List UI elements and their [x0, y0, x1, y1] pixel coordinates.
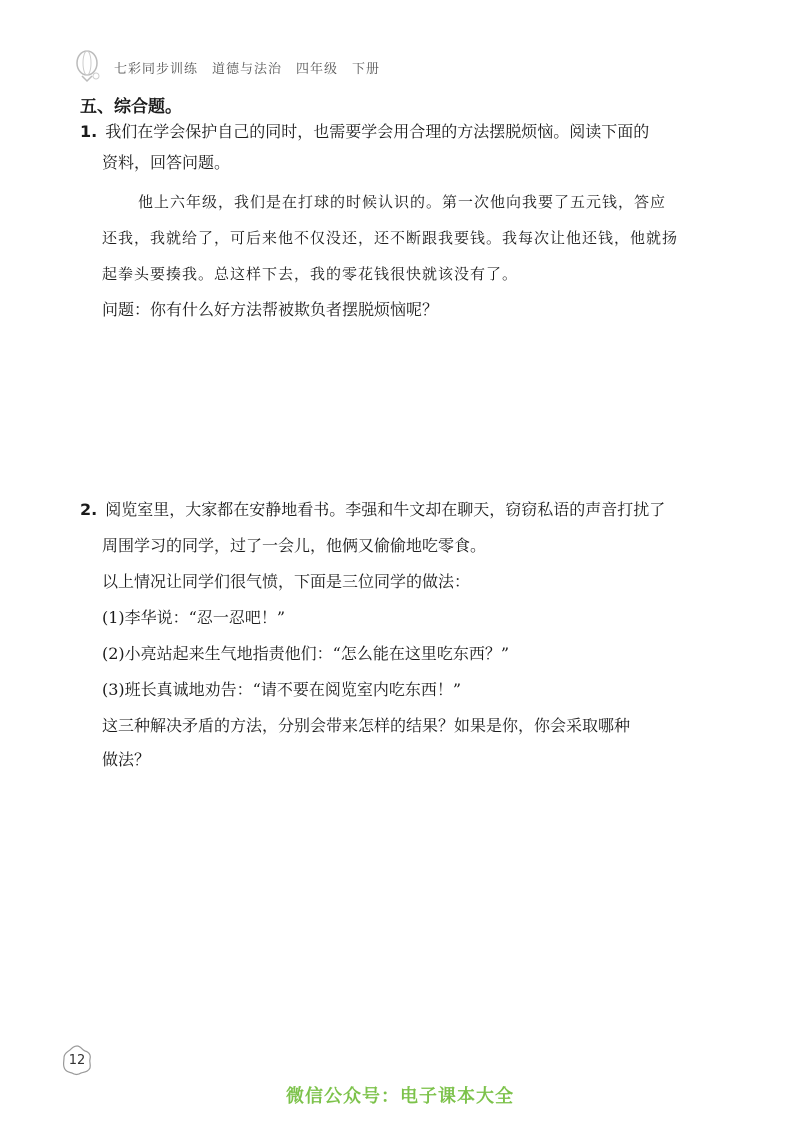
page-header — [70, 50, 380, 84]
book-title: 七彩同步训练 道德与法治 四年级 下册 — [114, 61, 381, 77]
question1-material-line1: 他上六年级，我们是在打球的时候认识的。第一次他向我要了五元钱，答应 — [138, 193, 667, 211]
section-title: 五、综合题。 — [80, 97, 182, 117]
page-number-badge — [60, 1043, 94, 1077]
question2-line1-text: 阅览室里，大家都在安静地看书。李强和牛文却在聊天，窃窃私语的声音打扰了 — [105, 500, 666, 519]
question2-option2: (2)小亮站起来生气地指责他们：“怎么能在这里吃东西？” — [102, 644, 510, 663]
question2-question-line1: 这三种解决矛盾的方法，分别会带来怎样的结果？如果是你，你会采取哪种 — [102, 716, 631, 735]
question1-prompt-line1 — [80, 120, 740, 144]
question2-line1 — [80, 498, 740, 522]
question1-question: 问题：你有什么好方法帮被欺负者摆脱烦恼呢？ — [102, 300, 439, 319]
question1-number: 1. — [80, 122, 98, 141]
balloon-icon — [70, 50, 104, 84]
question2-line2: 周围学习的同学，过了一会儿，他俩又偷偷地吃零食。 — [102, 536, 487, 555]
question2-question-line2: 做法？ — [102, 750, 151, 769]
question2-line3: 以上情况让同学们很气愤，下面是三位同学的做法： — [102, 572, 471, 591]
question1-material-line3: 起拳头要揍我。总这样下去，我的零花钱很快就该没有了。 — [102, 265, 519, 283]
watermark-text: 微信公众号：电子课本大全 — [286, 1086, 514, 1107]
question2-number: 2. — [80, 500, 98, 519]
question1-material-line2: 还我，我就给了，可后来他不仅没还，还不断跟我要钱。我每次让他还钱，他就扬 — [102, 229, 679, 247]
question2-option3: (3)班长真诚地劝告：“请不要在阅览室内吃东西！” — [102, 680, 462, 699]
question1-prompt-text: 我们在学会保护自己的同时，也需要学会用合理的方法摆脱烦恼。阅读下面的 — [105, 122, 650, 141]
question2-option1: (1)李华说：“忍一忍吧！” — [102, 608, 286, 627]
page-number: 12 — [68, 1052, 86, 1068]
question1-prompt-line2: 资料，回答问题。 — [102, 153, 231, 172]
